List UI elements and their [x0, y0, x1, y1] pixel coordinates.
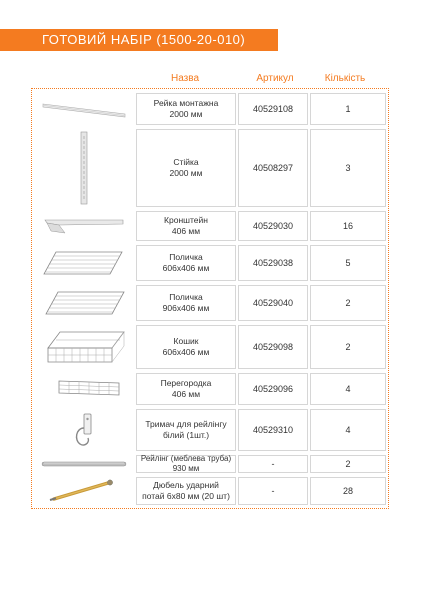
item-article: 40529096 — [238, 373, 308, 405]
item-name: Рейка монтажна 2000 мм — [136, 93, 236, 125]
item-name: Тримач для рейлінгу білий (1шт.) — [136, 409, 236, 451]
item-article: 40529040 — [238, 285, 308, 321]
table-row — [32, 243, 388, 283]
table-row — [32, 283, 388, 323]
item-article: 40529038 — [238, 245, 308, 281]
item-qty: 16 — [310, 211, 386, 241]
rail-holder-icon — [34, 409, 134, 451]
item-qty: 4 — [310, 373, 386, 405]
item-article: 40508297 — [238, 129, 308, 207]
mounting-rail-icon — [34, 93, 134, 125]
item-name: Поличка 906х406 мм — [136, 285, 236, 321]
item-name: Рейлінг (меблева труба) 930 мм — [136, 455, 236, 473]
item-article: 40529108 — [238, 93, 308, 125]
table-row — [32, 323, 388, 371]
item-name: Стійка 2000 мм — [136, 129, 236, 207]
table-row — [32, 127, 388, 209]
item-article: 40529030 — [238, 211, 308, 241]
wire-shelf-wide-icon — [34, 285, 134, 321]
item-qty: 3 — [310, 129, 386, 207]
page-title: ГОТОВИЙ НАБІР (1500-20-010) — [0, 29, 278, 51]
item-qty: 2 — [310, 285, 386, 321]
bracket-icon — [34, 211, 134, 241]
item-article: - — [238, 455, 308, 473]
divider-icon — [34, 373, 134, 405]
table-row — [32, 209, 388, 243]
product-table — [31, 88, 389, 509]
item-qty: 5 — [310, 245, 386, 281]
item-qty: 1 — [310, 93, 386, 125]
item-qty: 28 — [310, 477, 386, 505]
item-qty: 2 — [310, 455, 386, 473]
header-name: Назва — [170, 73, 200, 84]
basket-icon — [34, 325, 134, 369]
item-name: Кронштейн 406 мм — [136, 211, 236, 241]
header-article: Артикул — [256, 73, 294, 84]
table-row — [32, 453, 388, 475]
railing-tube-icon — [34, 455, 134, 473]
dowel-icon — [34, 477, 134, 505]
wire-shelf-icon — [34, 245, 134, 281]
item-name: Поличка 606х406 мм — [136, 245, 236, 281]
table-row — [32, 407, 388, 453]
item-article: 40529310 — [238, 409, 308, 451]
item-name: Дюбель ударний потай 6х80 мм (20 шт) — [136, 477, 236, 505]
table-row — [32, 371, 388, 407]
table-row — [32, 91, 388, 127]
table-row — [32, 475, 388, 507]
item-name: Перегородка 406 мм — [136, 373, 236, 405]
upright-icon — [34, 129, 134, 207]
header-qty: Кількість — [324, 73, 366, 84]
item-qty: 2 — [310, 325, 386, 369]
item-article: - — [238, 477, 308, 505]
item-article: 40529098 — [238, 325, 308, 369]
item-name: Кошик 606х406 мм — [136, 325, 236, 369]
item-qty: 4 — [310, 409, 386, 451]
